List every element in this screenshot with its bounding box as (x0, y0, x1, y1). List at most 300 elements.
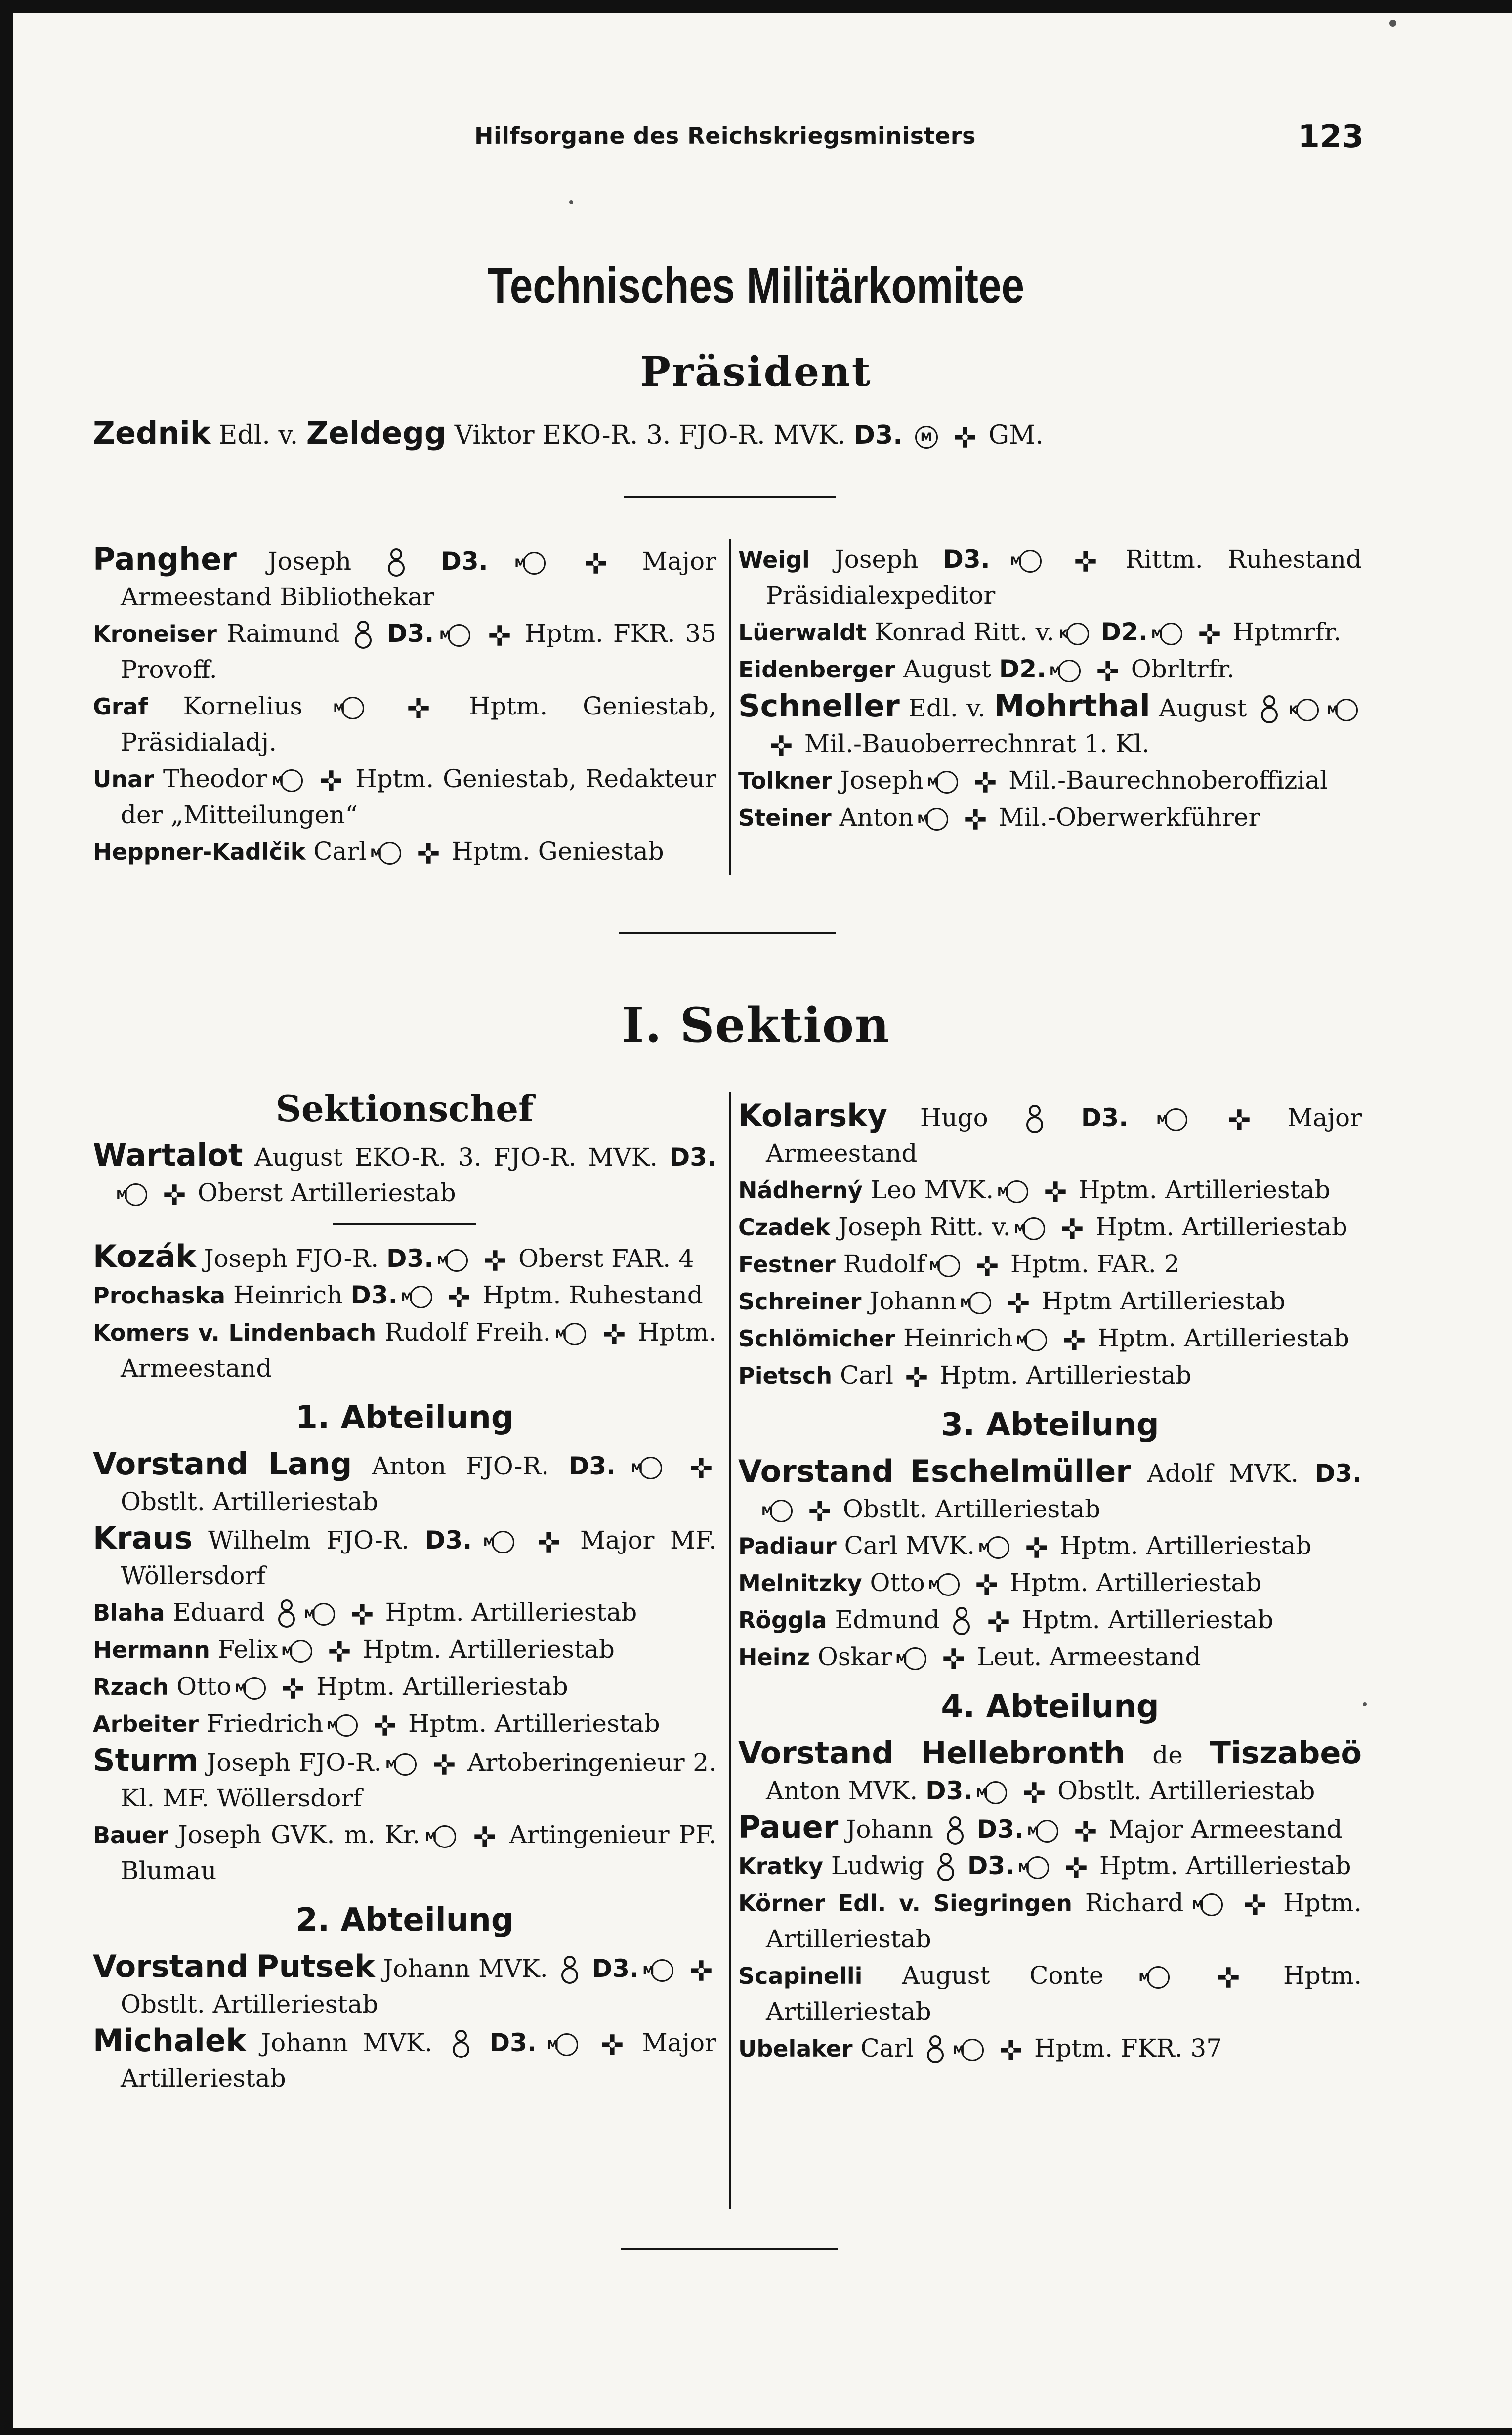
entry-name: Bauer (93, 1822, 168, 1848)
decoration-text: D3. (441, 547, 488, 576)
decoration-text: D2. (999, 655, 1047, 683)
m-medal-icon: M (1160, 623, 1182, 645)
entry-details: Hptm. Artilleriestab (1059, 1531, 1312, 1560)
entry-firstname: Otto (176, 1672, 232, 1701)
cross-icon (1096, 660, 1119, 682)
entry-details: Hptm. Artilleriestab (1021, 1605, 1274, 1634)
entry-firstname: Adolf MVK. (1147, 1459, 1299, 1488)
m-medal-icon: M (378, 842, 401, 865)
entry-name: Körner Edl. v. Siegringen (738, 1890, 1073, 1917)
entry-firstname: Rudolf (843, 1250, 926, 1278)
cross-icon (905, 1366, 928, 1388)
m-medal-icon: M (968, 1292, 991, 1314)
entry-name: Kratky (738, 1853, 823, 1880)
cross-icon (473, 1825, 496, 1848)
m-medal-icon: M (639, 1457, 662, 1479)
divider (621, 2248, 838, 2250)
list-item (738, 1172, 1362, 1208)
entry-details: Obstlt. Artilleriestab (842, 1495, 1101, 1523)
entry-details: Hptm. Artilleriestab (363, 1635, 615, 1664)
entry-name: Pauer (738, 1809, 839, 1845)
entry-firstname: Hugo (920, 1103, 988, 1132)
m-medal-icon: M (433, 1825, 456, 1848)
entry-name: Lüerwaldt (738, 619, 867, 646)
entry-name: Kroneiser (93, 621, 217, 647)
decoration-text: D3. (386, 1244, 434, 1273)
right-column-upper (738, 542, 1362, 837)
entry-name: Pangher (93, 541, 237, 577)
section-title: I. Sektion (622, 997, 890, 1053)
entry-name: Lang (268, 1446, 352, 1482)
page-title: Technisches Militärkomitee (487, 257, 1025, 314)
entry-firstname: Heinrich (903, 1324, 1013, 1352)
column-divider (729, 1092, 731, 2209)
page-number: 123 (1298, 119, 1364, 155)
entry-firstname: Edmund (835, 1605, 940, 1634)
cross-icon (770, 734, 793, 757)
cross-icon (488, 624, 511, 647)
column-divider (729, 539, 731, 875)
entry-firstname: Ludwig (831, 1851, 924, 1880)
entry-details: Hptm. Artilleriestab (939, 1361, 1192, 1389)
entry-name: Ubelaker (738, 2035, 853, 2062)
entry-details: Obstlt. Artilleriestab (121, 1990, 378, 2018)
cross-icon (942, 1647, 965, 1670)
entry-details: Major Artilleriestab (121, 2028, 716, 2093)
m-medal-icon: M (555, 2033, 578, 2056)
decoration-text: D3. (1314, 1459, 1362, 1488)
entry-details: Hptm Artilleriestab (1041, 1287, 1286, 1315)
scan-speck (569, 200, 573, 204)
list-item (738, 542, 1362, 613)
cross-icon (484, 1249, 506, 1272)
entry-firstname: Wilhelm FJO-R. (208, 1526, 410, 1554)
entry-name: Heinz (738, 1644, 810, 1671)
list-item (93, 1314, 716, 1386)
right-column-lower (738, 1098, 1362, 2067)
entry-firstname: Otto (870, 1568, 925, 1597)
divider (624, 496, 836, 498)
m-medal-icon: M (1022, 1218, 1045, 1240)
list-item (738, 1283, 1362, 1319)
entry-details: Mil.-Bauoberrechnrat 1. Kl. (804, 729, 1150, 758)
entry-name: Schneller (738, 688, 900, 724)
entry-details: Oberst FAR. 4 (518, 1244, 694, 1273)
list-item (93, 1743, 716, 1816)
cross-icon (964, 808, 987, 831)
medal-icon (353, 620, 373, 651)
entry-name: Wartalot (93, 1137, 243, 1173)
list-item (93, 2023, 716, 2096)
cross-icon (163, 1183, 186, 1206)
entry-name: Kraus (93, 1520, 193, 1556)
decoration-text: D3. (350, 1281, 398, 1309)
decoration-text: D3. (568, 1452, 616, 1480)
entry-name: Putsek (256, 1948, 375, 1984)
list-item (93, 1137, 716, 1211)
cross-icon (282, 1677, 304, 1700)
entry-firstname: Raimund (226, 619, 340, 648)
m-medal-icon: M (904, 1647, 926, 1670)
entry-details: Hptm. Artilleriestab (1095, 1213, 1347, 1241)
medal-icon (1025, 1104, 1045, 1135)
list-item (738, 1320, 1362, 1356)
cross-icon (374, 1714, 396, 1737)
entry-details: Hptm. Artilleriestab (1009, 1568, 1262, 1597)
entry-details: Artingenieur PF. Blumau (121, 1820, 716, 1885)
m-medal-icon: M (925, 808, 948, 831)
cross-icon (1228, 1108, 1251, 1131)
m-medal-icon: M (280, 769, 303, 792)
medal-icon (945, 1815, 965, 1847)
entry-name: Schreiner (738, 1288, 862, 1315)
abteilung-1-heading: 1. Abteilung (295, 1399, 514, 1436)
entry-name: Czadek (738, 1214, 831, 1241)
entry-details: Hptm. Artilleriestab (766, 1889, 1362, 1953)
vorstand-label: Vorstand (93, 1446, 249, 1482)
entry-name: Scapinelli (738, 1963, 863, 1989)
medal-icon (936, 1852, 956, 1884)
entry-name: Heppner-Kadlčik (93, 839, 306, 865)
entry-firstname: Carl (840, 1361, 893, 1389)
m-medal-icon: M (290, 1640, 312, 1663)
medal-icon (952, 1606, 971, 1637)
cross-icon (1198, 623, 1221, 645)
list-item (93, 1949, 716, 2022)
list-item (738, 1454, 1362, 1527)
entry-details: Artoberingenieur 2. Kl. MF. Wöllersdorf (121, 1748, 716, 1812)
scan-speck (1389, 20, 1396, 27)
m-medal-icon: M (335, 1714, 358, 1737)
entry-firstname: Friedrich (206, 1709, 324, 1738)
entry-name: Kozák (93, 1238, 196, 1274)
cross-icon (1074, 550, 1097, 573)
entry-name: Nádherný (738, 1177, 863, 1204)
scan-border-bottom (0, 2428, 1512, 2435)
entry-firstname: Joseph (834, 545, 919, 574)
left-column-lower (93, 1077, 716, 2097)
m-medal-icon: M (987, 1536, 1009, 1559)
divider (333, 1223, 476, 1225)
entry-details: Mil.-Baurechnoberoffizial (1008, 766, 1328, 795)
cross-icon (538, 1531, 560, 1553)
entry-name: Festner (738, 1251, 836, 1278)
entry-details: Hptm. FAR. 2 (1010, 1250, 1180, 1278)
decoration-text: D3. (943, 545, 990, 574)
m-medal-icon: M (770, 1500, 793, 1522)
list-item (93, 1239, 716, 1276)
list-item (93, 1446, 716, 1519)
list-item (93, 1706, 716, 1742)
entry-firstname: Johann MVK. (261, 2028, 432, 2057)
m-medal-icon: M (1006, 1180, 1028, 1203)
cross-icon (975, 1573, 998, 1596)
entry-details: Hptm. Ruhestand (482, 1281, 703, 1309)
entry-details: Hptm. Armeestand (121, 1318, 716, 1383)
cross-icon (1065, 1856, 1088, 1879)
m-medal-icon: M (1019, 550, 1042, 573)
entry-details: Major Armeestand Bibliothekar (121, 547, 716, 611)
entry-firstname: Oskar (817, 1642, 892, 1671)
cross-icon (585, 552, 607, 575)
entry-details: Hptm. Geniestab (451, 837, 664, 866)
entry-firstname: Richard (1085, 1889, 1184, 1917)
medal-icon (451, 2029, 471, 2060)
entry-firstname: Leo MVK. (870, 1176, 994, 1204)
cross-icon (1000, 2039, 1022, 2061)
entry-firstname: Felix (217, 1635, 278, 1664)
m-medal-icon: M (523, 552, 546, 575)
entry-firstname: Joseph FJO-R. (207, 1748, 382, 1777)
cross-icon (1044, 1180, 1067, 1203)
entry-details: Obrltrfr. (1131, 655, 1235, 683)
decoration-text: D3. (976, 1815, 1024, 1844)
list-item (738, 1885, 1362, 1957)
cross-icon (1217, 1966, 1240, 1989)
list-item (738, 1735, 1362, 1808)
divider (619, 932, 836, 934)
cross-icon (1007, 1292, 1030, 1314)
m-medal-icon: M (1200, 1893, 1223, 1916)
m-medal-icon: M (312, 1603, 335, 1626)
list-item (738, 651, 1362, 687)
cross-icon (603, 1323, 626, 1345)
entry-firstname: Joseph Ritt. v. (838, 1213, 1011, 1241)
entry-name: Eidenberger (738, 656, 895, 683)
list-item (738, 799, 1362, 836)
m-medal-icon: M (125, 1183, 147, 1206)
name-particle: Edl. v. (908, 694, 986, 722)
abteilung-3-heading: 3. Abteilung (941, 1407, 1159, 1443)
entry-firstname: Anton (839, 803, 914, 832)
list-item (738, 1639, 1362, 1675)
list-item (738, 1357, 1362, 1393)
list-item (93, 1595, 716, 1631)
vorstand-label: Vorstand (93, 1948, 249, 1984)
list-item (93, 542, 716, 615)
m-medal-icon: M (1147, 1966, 1170, 1989)
m-medal-icon: M (937, 1573, 960, 1596)
entry-firstname: Anton MVK. (766, 1776, 918, 1805)
entry-firstname: Carl (860, 2034, 914, 2062)
scan-border-top (0, 0, 1512, 13)
scan-speck (1363, 1702, 1367, 1706)
list-item (738, 1602, 1362, 1638)
vorstand-label: Vorstand (738, 1735, 894, 1771)
list-item (738, 2030, 1362, 2066)
list-item (93, 616, 716, 687)
list-item (738, 1246, 1362, 1282)
entry-firstname: Joseph (267, 547, 352, 576)
decoration-text: D3. (591, 1954, 639, 1983)
entry-name: Zednik (93, 415, 211, 451)
name-particle: Edl. v. (218, 420, 298, 450)
list-item (738, 1809, 1362, 1847)
m-medal-icon: M (243, 1677, 266, 1700)
list-item (93, 1669, 716, 1705)
medal-icon (1260, 694, 1279, 726)
cross-icon (1025, 1536, 1048, 1559)
m-medal-icon: M (984, 1781, 1007, 1804)
medal-icon (925, 2034, 945, 2066)
list-item (93, 761, 716, 833)
entry-firstname: Eduard (172, 1598, 265, 1627)
list-item (93, 1632, 716, 1668)
entry-name: Steiner (738, 804, 832, 831)
entry-name: Tiszabeö (1210, 1735, 1362, 1771)
entry-details: Hptm. FKR. 37 (1034, 2034, 1222, 2062)
m-medal-icon: M (492, 1531, 514, 1553)
decoration-text: D3. (1081, 1103, 1129, 1132)
entry-firstname: Rudolf Freih. (384, 1318, 551, 1346)
entry-firstname: August (903, 655, 991, 683)
k-medal-icon: K (1066, 623, 1089, 645)
entry-firstname: August (1159, 694, 1247, 722)
cross-icon (808, 1500, 831, 1522)
m-medal-icon: M (935, 771, 958, 794)
list-item (93, 1817, 716, 1889)
entry-firstname: Carl MVK. (844, 1531, 975, 1560)
entry-firstname: Joseph (840, 766, 924, 795)
entry-name: Unar (93, 766, 154, 793)
entry-name: Tolkner (738, 767, 832, 794)
m-medal-icon: M (445, 1249, 468, 1272)
m-medal-icon: M (1335, 699, 1358, 721)
decoration-text: D3. (925, 1776, 973, 1805)
decoration-text: D2. (1100, 618, 1148, 646)
cross-icon (954, 426, 976, 449)
cross-icon (351, 1603, 374, 1626)
entry-name: Hermann (93, 1637, 210, 1663)
entry-firstname: Theodor (163, 764, 268, 793)
entry-name: Zeldegg (306, 415, 447, 451)
entry-details: Major Armeestand (1108, 1815, 1343, 1844)
medal-icon (386, 547, 406, 579)
entry-details: Leut. Armeestand (977, 1642, 1201, 1671)
entry-name: Eschelmüller (910, 1453, 1131, 1489)
entry-details: Hptm. Artilleriestab (316, 1672, 568, 1701)
vorstand-label: Vorstand (738, 1453, 894, 1489)
abteilung-4-heading: 4. Abteilung (941, 1688, 1159, 1725)
m-medal-icon: M (341, 697, 364, 719)
list-item (738, 1848, 1362, 1884)
cross-icon (601, 2033, 624, 2056)
rank-text: GM. (988, 420, 1044, 450)
cross-icon (690, 1457, 713, 1479)
decoration-text: D3. (669, 1143, 716, 1172)
entry-firstname: Carl (313, 837, 367, 866)
entry-details: Hptm. Artilleriestab (1099, 1851, 1351, 1880)
m-medal-icon: M (1024, 1329, 1047, 1351)
cross-icon (448, 1286, 470, 1308)
list-item (738, 614, 1362, 650)
m-medal-icon: M (915, 426, 938, 449)
entry-details: Mil.-Oberwerkführer (999, 803, 1260, 832)
entry-firstname: Joseph GVK. m. Kr. (177, 1820, 420, 1849)
cross-icon (1244, 1893, 1266, 1916)
decoration-text: D3. (424, 1526, 472, 1554)
entry-details: Hptm. FKR. 35 Provoff. (121, 619, 716, 684)
cross-icon (690, 1959, 713, 1982)
entry-details: Hptm. Geniestab, Redakteur der „Mitteilungen“ (121, 764, 716, 829)
entry-name: Rzach (93, 1674, 169, 1700)
m-medal-icon: M (1026, 1856, 1049, 1879)
cross-icon (976, 1255, 999, 1277)
m-medal-icon: M (1165, 1108, 1187, 1131)
cross-icon (1074, 1820, 1097, 1843)
cross-icon (407, 697, 430, 719)
entry-firstname: Heinrich (233, 1281, 343, 1309)
entry-details: Hptm. Artilleriestab (1078, 1176, 1331, 1204)
entry-details: Hptm. Artilleriestab (408, 1709, 660, 1738)
m-medal-icon: M (1036, 1820, 1058, 1843)
sektionschef-heading: Sektionschef (275, 1088, 534, 1130)
decoration-text: D3. (853, 420, 903, 450)
entry-name: Blaha (93, 1599, 165, 1626)
m-medal-icon: M (563, 1323, 586, 1345)
m-medal-icon: M (1058, 660, 1081, 682)
entry-name: Mohrthal (994, 688, 1150, 724)
cross-icon (417, 842, 440, 865)
entry-details: Hptm. Geniestab, Präsidialadj. (121, 692, 716, 756)
entry-firstname: Johann (869, 1287, 957, 1315)
cross-icon (320, 769, 342, 792)
entry-firstname: Kornelius (183, 692, 303, 720)
entry-details: Rittm. Ruhestand Präsidialexpeditor (766, 545, 1362, 610)
praesident-heading: Präsident (640, 348, 872, 396)
entry-details: Major Armeestand (766, 1103, 1362, 1168)
entry-details: Obstlt. Artilleriestab (1057, 1776, 1315, 1805)
m-medal-icon: M (448, 624, 470, 647)
left-column-upper (93, 542, 716, 871)
entry-firstname: Johann (846, 1815, 933, 1844)
list-item (93, 688, 716, 760)
list-item (93, 1277, 716, 1313)
cross-icon (1061, 1218, 1084, 1240)
entry-name: Pietsch (738, 1362, 833, 1389)
decoration-text: D3. (967, 1851, 1015, 1880)
list-item (738, 688, 1362, 761)
entry-details: Hptm. Artilleriestab (766, 1961, 1362, 2026)
entry-firstname: August Conte (902, 1961, 1104, 1990)
m-medal-icon: M (937, 1255, 960, 1277)
entry-name: Padiaur (738, 1533, 837, 1559)
list-item (738, 1565, 1362, 1601)
cross-icon (987, 1610, 1010, 1633)
medal-icon (560, 1955, 580, 1986)
entry-details: Hptmrfr. (1232, 618, 1342, 646)
entry-name: Schlömicher (738, 1325, 896, 1352)
entry-name: Hellebronth (921, 1735, 1126, 1771)
entry-details: Obstlt. Artilleriestab (121, 1487, 378, 1516)
decoration-text: D3. (387, 619, 434, 648)
entry-name: Kolarsky (738, 1097, 887, 1134)
list-item (738, 1958, 1362, 2029)
m-medal-icon: M (394, 1753, 417, 1776)
entry-name: Graf (93, 693, 148, 720)
cross-icon (1023, 1781, 1046, 1804)
cross-icon (433, 1753, 456, 1776)
entry-firstname: Konrad Ritt. v. (875, 618, 1054, 646)
running-head (0, 119, 1512, 158)
cross-icon (1063, 1329, 1086, 1351)
entry-name: Prochaska (93, 1282, 226, 1309)
cross-icon (328, 1640, 351, 1663)
entry-name: Röggla (738, 1607, 827, 1634)
entry-details: Oberst Artilleriestab (197, 1178, 456, 1207)
name-particle: de (1152, 1741, 1183, 1769)
entry-name: Arbeiter (93, 1711, 199, 1737)
